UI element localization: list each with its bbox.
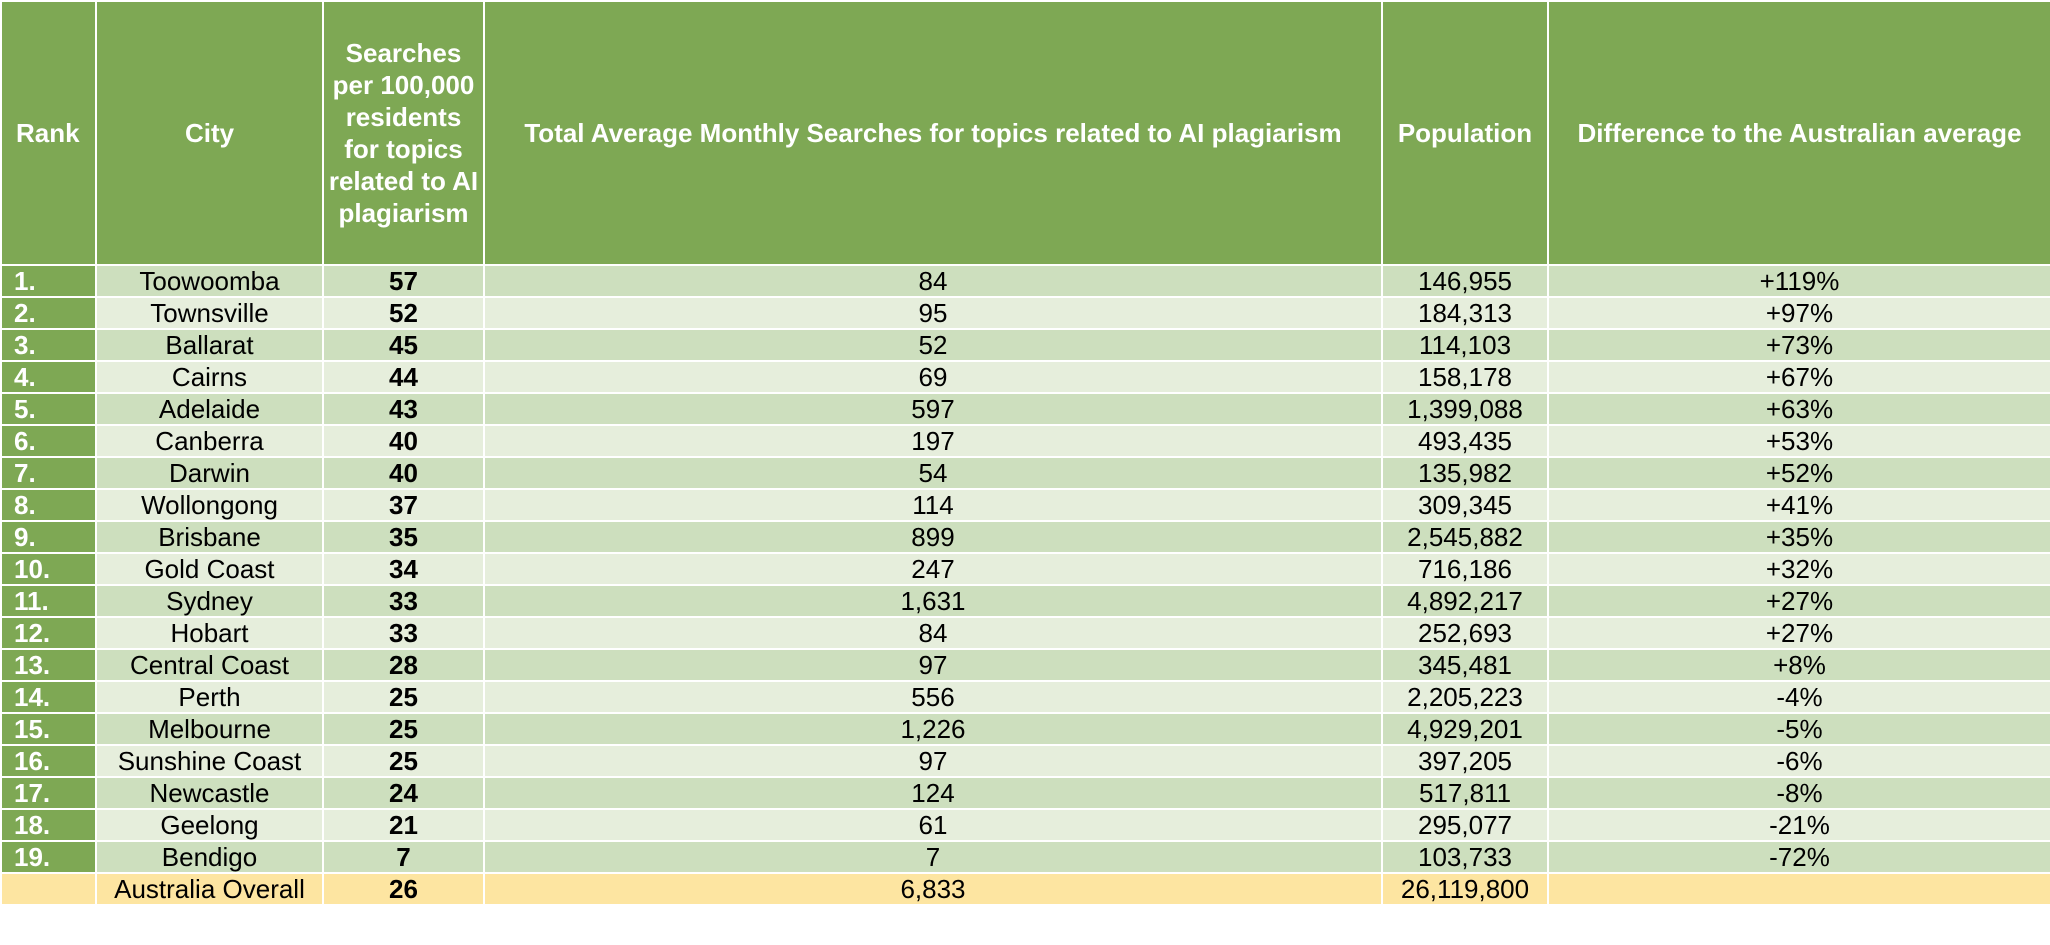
table-row <box>1 521 2050 553</box>
city-cell: Hobart <box>96 617 323 649</box>
overall-searches-per-100k-cell: 26 <box>323 873 484 905</box>
difference-cell: -4% <box>1548 681 2050 713</box>
population-cell: 517,811 <box>1382 777 1548 809</box>
difference-cell: +32% <box>1548 553 2050 585</box>
population-cell: 135,982 <box>1382 457 1548 489</box>
searches-per-100k-cell: 33 <box>323 585 484 617</box>
rank-cell: 13. <box>1 649 96 681</box>
table-row <box>1 361 2050 393</box>
overall-city-cell: Australia Overall <box>96 873 323 905</box>
total-monthly-searches-cell: 114 <box>484 489 1382 521</box>
searches-per-100k-cell: 33 <box>323 617 484 649</box>
city-cell: Perth <box>96 681 323 713</box>
searches-per-100k-cell: 25 <box>323 745 484 777</box>
city-cell: Brisbane <box>96 521 323 553</box>
total-monthly-searches-cell: 69 <box>484 361 1382 393</box>
difference-cell: +97% <box>1548 297 2050 329</box>
total-monthly-searches-cell: 95 <box>484 297 1382 329</box>
rank-cell: 1. <box>1 265 96 297</box>
rank-cell: 14. <box>1 681 96 713</box>
overall-row <box>1 873 2050 905</box>
rank-cell: 4. <box>1 361 96 393</box>
searches-per-100k-cell: 25 <box>323 713 484 745</box>
header-population: Population <box>1382 1 1548 265</box>
city-cell: Gold Coast <box>96 553 323 585</box>
rank-cell: 8. <box>1 489 96 521</box>
header-difference: Difference to the Australian average <box>1548 1 2050 265</box>
header-row <box>1 1 2050 265</box>
population-cell: 309,345 <box>1382 489 1548 521</box>
city-cell: Ballarat <box>96 329 323 361</box>
total-monthly-searches-cell: 1,226 <box>484 713 1382 745</box>
total-monthly-searches-cell: 97 <box>484 745 1382 777</box>
difference-cell: +35% <box>1548 521 2050 553</box>
rank-cell: 7. <box>1 457 96 489</box>
rank-cell: 11. <box>1 585 96 617</box>
total-monthly-searches-cell: 97 <box>484 649 1382 681</box>
population-cell: 2,545,882 <box>1382 521 1548 553</box>
city-cell: Geelong <box>96 809 323 841</box>
table-row <box>1 585 2050 617</box>
city-cell: Townsville <box>96 297 323 329</box>
searches-per-100k-cell: 57 <box>323 265 484 297</box>
total-monthly-searches-cell: 556 <box>484 681 1382 713</box>
table-row <box>1 809 2050 841</box>
total-monthly-searches-cell: 247 <box>484 553 1382 585</box>
population-cell: 4,929,201 <box>1382 713 1548 745</box>
population-cell: 2,205,223 <box>1382 681 1548 713</box>
searches-per-100k-cell: 44 <box>323 361 484 393</box>
table-row <box>1 425 2050 457</box>
difference-cell: +27% <box>1548 617 2050 649</box>
searches-per-100k-cell: 35 <box>323 521 484 553</box>
rank-cell: 12. <box>1 617 96 649</box>
population-cell: 716,186 <box>1382 553 1548 585</box>
difference-cell: +41% <box>1548 489 2050 521</box>
table-row <box>1 489 2050 521</box>
table-row <box>1 617 2050 649</box>
searches-per-100k-cell: 28 <box>323 649 484 681</box>
searches-per-100k-cell: 40 <box>323 457 484 489</box>
table-row <box>1 681 2050 713</box>
population-cell: 397,205 <box>1382 745 1548 777</box>
population-cell: 493,435 <box>1382 425 1548 457</box>
city-cell: Wollongong <box>96 489 323 521</box>
overall-total-monthly-searches-cell: 6,833 <box>484 873 1382 905</box>
overall-difference-cell <box>1548 873 2050 905</box>
rank-cell: 17. <box>1 777 96 809</box>
population-cell: 1,399,088 <box>1382 393 1548 425</box>
searches-per-100k-cell: 52 <box>323 297 484 329</box>
header-rank: Rank <box>1 1 96 265</box>
total-monthly-searches-cell: 597 <box>484 393 1382 425</box>
difference-cell: +52% <box>1548 457 2050 489</box>
table-row <box>1 297 2050 329</box>
difference-cell: -5% <box>1548 713 2050 745</box>
searches-per-100k-cell: 34 <box>323 553 484 585</box>
total-monthly-searches-cell: 124 <box>484 777 1382 809</box>
header-total-monthly-searches: Total Average Monthly Searches for topics related to AI plagiarism <box>484 1 1382 265</box>
table-row <box>1 457 2050 489</box>
city-cell: Toowoomba <box>96 265 323 297</box>
overall-rank-cell <box>1 873 96 905</box>
difference-cell: -6% <box>1548 745 2050 777</box>
searches-per-100k-cell: 45 <box>323 329 484 361</box>
rank-cell: 5. <box>1 393 96 425</box>
table-row <box>1 649 2050 681</box>
total-monthly-searches-cell: 7 <box>484 841 1382 873</box>
table-row <box>1 777 2050 809</box>
overall-population-cell: 26,119,800 <box>1382 873 1548 905</box>
city-cell: Adelaide <box>96 393 323 425</box>
difference-cell: +27% <box>1548 585 2050 617</box>
total-monthly-searches-cell: 197 <box>484 425 1382 457</box>
city-cell: Sunshine Coast <box>96 745 323 777</box>
searches-per-100k-cell: 43 <box>323 393 484 425</box>
searches-per-100k-cell: 7 <box>323 841 484 873</box>
table-row <box>1 393 2050 425</box>
rank-cell: 19. <box>1 841 96 873</box>
rank-cell: 15. <box>1 713 96 745</box>
header-city: City <box>96 1 323 265</box>
city-cell: Newcastle <box>96 777 323 809</box>
population-cell: 345,481 <box>1382 649 1548 681</box>
population-cell: 4,892,217 <box>1382 585 1548 617</box>
searches-per-100k-cell: 25 <box>323 681 484 713</box>
population-cell: 114,103 <box>1382 329 1548 361</box>
table-row <box>1 713 2050 745</box>
population-cell: 252,693 <box>1382 617 1548 649</box>
searches-per-100k-cell: 24 <box>323 777 484 809</box>
table-row <box>1 841 2050 873</box>
city-cell: Cairns <box>96 361 323 393</box>
difference-cell: +53% <box>1548 425 2050 457</box>
population-cell: 295,077 <box>1382 809 1548 841</box>
difference-cell: -72% <box>1548 841 2050 873</box>
total-monthly-searches-cell: 52 <box>484 329 1382 361</box>
difference-cell: +119% <box>1548 265 2050 297</box>
table-row <box>1 265 2050 297</box>
difference-cell: -8% <box>1548 777 2050 809</box>
total-monthly-searches-cell: 84 <box>484 265 1382 297</box>
rank-cell: 6. <box>1 425 96 457</box>
rank-cell: 10. <box>1 553 96 585</box>
rank-cell: 9. <box>1 521 96 553</box>
rank-cell: 18. <box>1 809 96 841</box>
total-monthly-searches-cell: 84 <box>484 617 1382 649</box>
total-monthly-searches-cell: 61 <box>484 809 1382 841</box>
difference-cell: +8% <box>1548 649 2050 681</box>
city-cell: Bendigo <box>96 841 323 873</box>
table-row <box>1 553 2050 585</box>
city-cell: Central Coast <box>96 649 323 681</box>
table-row <box>1 745 2050 777</box>
total-monthly-searches-cell: 899 <box>484 521 1382 553</box>
rank-cell: 2. <box>1 297 96 329</box>
searches-per-100k-cell: 37 <box>323 489 484 521</box>
header-searches-per-100k: Searches per 100,000 residents for topics related to AI plagiarism <box>323 1 484 265</box>
city-cell: Darwin <box>96 457 323 489</box>
rank-cell: 3. <box>1 329 96 361</box>
rank-cell: 16. <box>1 745 96 777</box>
population-cell: 184,313 <box>1382 297 1548 329</box>
total-monthly-searches-cell: 54 <box>484 457 1382 489</box>
population-cell: 103,733 <box>1382 841 1548 873</box>
table-row <box>1 329 2050 361</box>
city-cell: Melbourne <box>96 713 323 745</box>
population-cell: 158,178 <box>1382 361 1548 393</box>
difference-cell: +73% <box>1548 329 2050 361</box>
city-cell: Canberra <box>96 425 323 457</box>
total-monthly-searches-cell: 1,631 <box>484 585 1382 617</box>
population-cell: 146,955 <box>1382 265 1548 297</box>
difference-cell: +63% <box>1548 393 2050 425</box>
difference-cell: -21% <box>1548 809 2050 841</box>
searches-per-100k-cell: 21 <box>323 809 484 841</box>
searches-per-100k-cell: 40 <box>323 425 484 457</box>
difference-cell: +67% <box>1548 361 2050 393</box>
city-cell: Sydney <box>96 585 323 617</box>
